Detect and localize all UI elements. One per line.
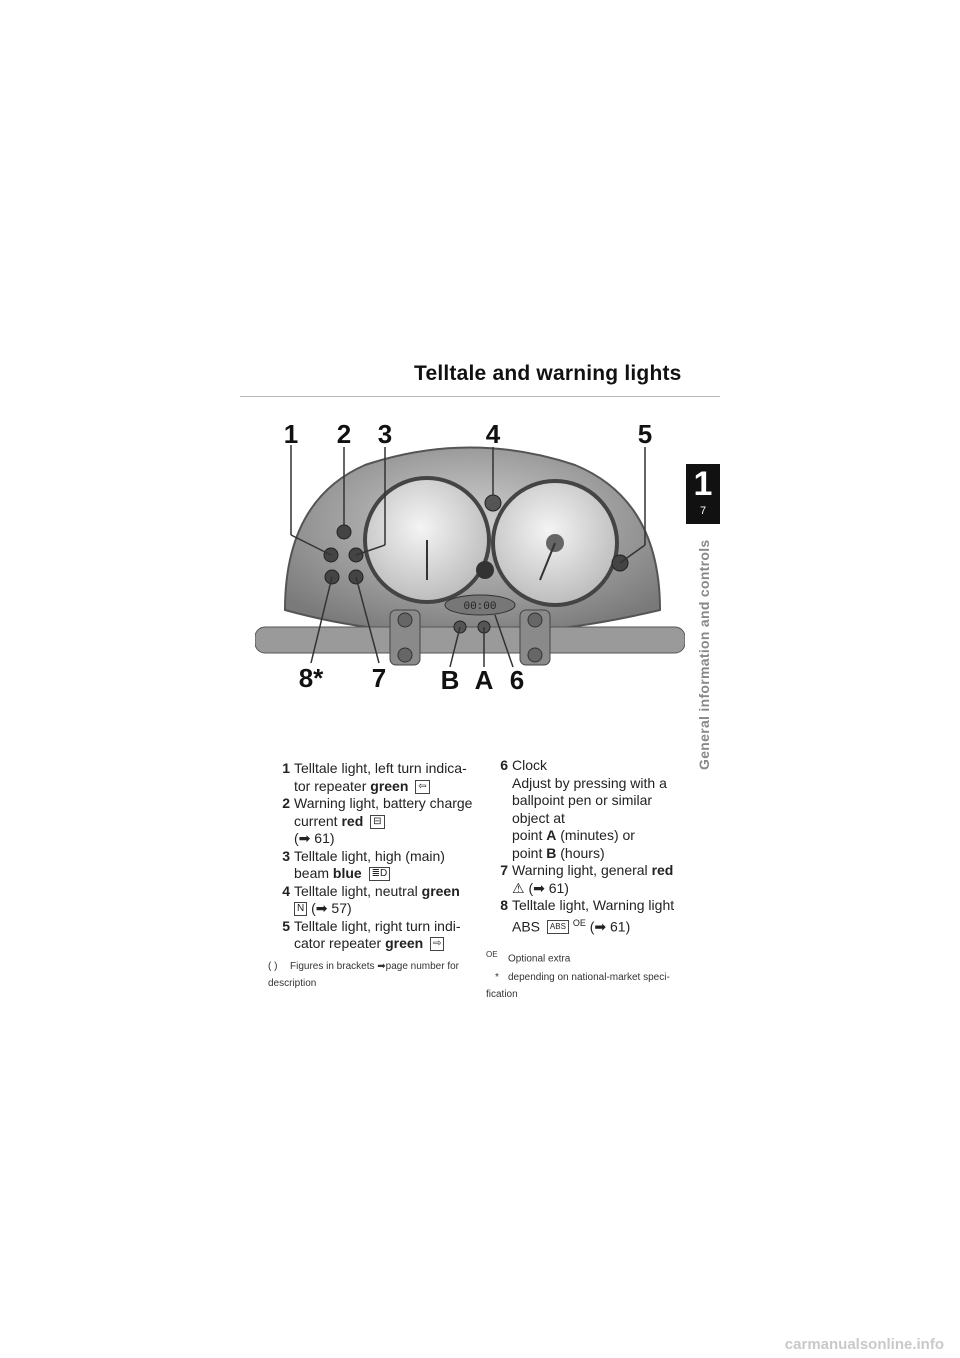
legend-right [486,757,686,936]
battery-light [337,525,351,539]
page-reference: (➡ 61) [528,879,569,896]
chapter-tab [686,464,720,524]
high-beam-icon: ≣D [369,867,391,881]
list-item: 8 Telltale light, Warning light ABS ABS $^{OE}$ (➡ 61) [500,897,675,935]
clamp-bolt [528,613,542,627]
clamp-bolt [528,648,542,662]
callout-a: A [474,665,494,695]
optional-extra-mark: OE [572,917,586,928]
watermark: carmanualsonline.info [784,1336,944,1353]
clamp-bolt [398,613,412,627]
trip-reset-knob [476,561,494,579]
callout-3: 3 [377,419,393,449]
title-divider [240,396,720,397]
chapter-side-label: General information and controls [696,539,712,770]
callout-2: 2 [336,419,352,449]
callout-7: 7 [371,663,387,693]
left-indicator-icon: ⇦ [415,780,429,794]
callout-b: B [440,665,460,695]
page-title: Telltale and warning lights [414,362,682,385]
page-reference: (➡ 61) [294,830,335,846]
footnote-right [486,946,686,1003]
callout-4: 4 [485,419,501,449]
callout-8: 8* [298,663,324,693]
list-item: 2 Warning light, battery charge current red ⊟ (➡ 61) [282,795,473,846]
clamp-bolt [398,648,412,662]
legend-left [268,760,478,953]
chapter-number: 1 [693,465,713,503]
list-item: 1 Telltale light, left turn indica- tor repeater green ⇦ [282,760,467,794]
clock-readout: 00:00 [463,601,497,613]
callout-1: 1 [283,419,299,449]
footnote-star: * depending on national-market speci- fication [486,972,670,1001]
list-item: 4 Telltale light, neutral green N (➡ 57) [282,882,460,916]
right-indicator-icon: ⇨ [430,937,444,951]
list-item: 7 Warning light, general red ⚠ (➡ 61) [500,862,674,896]
battery-icon: ⊟ [370,815,384,829]
footnote-brackets: ( ) Figures in brackets ➡page number for description [268,961,460,989]
neutral-light [485,495,501,511]
abs-icon: ABS [547,920,569,934]
list-item: 5 Telltale light, right turn indi- cator repeater green ⇨ [282,917,461,951]
page-reference: (➡ 61) [589,918,631,935]
callout-5: 5 [637,419,653,449]
callout-6: 6 [509,665,525,695]
warning-triangle-icon: ⚠ [512,879,525,896]
neutral-icon: N [294,902,307,916]
instrument-cluster-figure [255,405,685,705]
page-number: 7 [699,505,707,517]
page-reference: (➡ 57) [311,900,352,916]
list-item: 6 Clock Adjust by pressing with a ballpoint pen or similar object at point A (minutes) or point B (hours) [500,757,667,861]
list-item: 3 Telltale light, high (main) beam blue ≣D [282,847,445,881]
footnote-oe: $^{OE}$ Optional extra [486,950,571,965]
